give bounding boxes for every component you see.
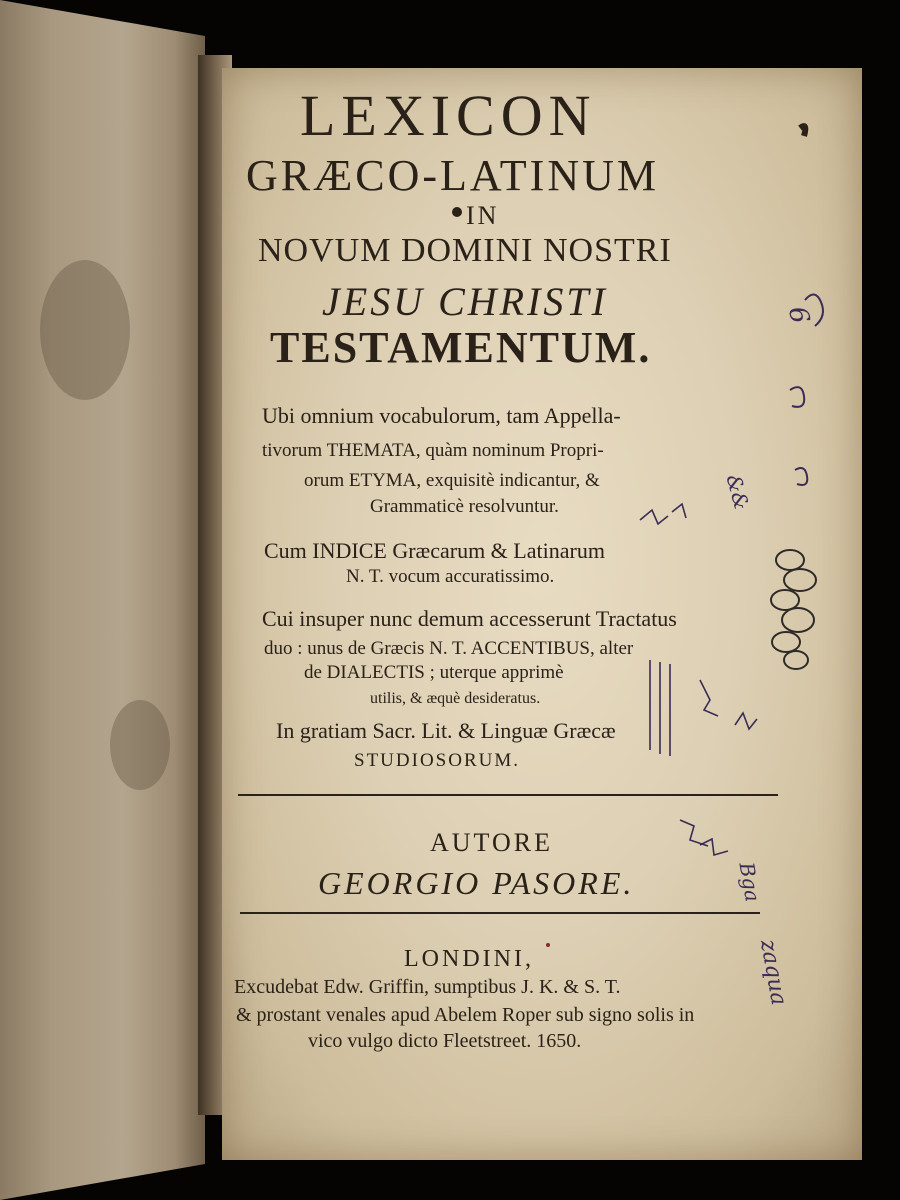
treatise-line-2: duo : unus de Græcis N. T. ACCENTIBUS, alter <box>264 638 634 659</box>
imprint-line-1: Excudebat Edw. Griffin, sumptibus J. K. & S. T. <box>234 976 621 998</box>
title-line-6: TESTAMENTUM. <box>270 323 652 372</box>
ink-blot <box>800 126 805 136</box>
imprint-line-2: & prostant venales apud Abelem Roper sub signo solis in <box>236 1004 695 1026</box>
index-line-1: Cum INDICE Græcarum & Latinarum <box>264 538 605 563</box>
title-line-4: NOVUM DOMINI NOSTRI <box>258 232 672 269</box>
imprint-line-3: vico vulgo dicto Fleetstreet. 1650. <box>308 1030 582 1052</box>
red-ink-dot <box>546 943 550 947</box>
description-line-4: Grammaticè resolvuntur. <box>370 496 559 517</box>
margin-scribble <box>790 387 804 407</box>
margin-note: zaqua <box>754 937 792 1008</box>
margin-scribble <box>795 468 807 485</box>
title-line-1: LEXICON <box>300 83 597 148</box>
scribble-loops <box>771 550 816 669</box>
description-line-2: tivorum THEMATA, quàm nominum Propri- <box>262 440 604 461</box>
description-line-3: orum ETYMA, exquisitè indicantur, & <box>304 470 600 491</box>
margin-note: && <box>721 471 755 513</box>
title-line-5: JESU CHRISTI <box>322 279 608 324</box>
author-label: AUTORE <box>430 828 553 857</box>
index-line-2: N. T. vocum accuratissimo. <box>346 566 555 587</box>
title-line-3: IN <box>466 201 500 230</box>
description-line-1: Ubi omnium vocabulorum, tam Appella- <box>262 403 621 428</box>
imprint-place: LONDINI, <box>404 946 534 972</box>
scribble-marks <box>640 504 757 855</box>
title-line-2: GRÆCO-LATINUM <box>246 151 659 200</box>
treatise-line-3: de DIALECTIS ; uterque apprimè <box>304 662 564 683</box>
treatise-line-1: Cui insuper nunc demum accesserunt Tractatus <box>262 606 677 631</box>
margin-note: Bga <box>734 860 765 904</box>
dedication-line-1: In gratiam Sacr. Lit. & Linguæ Græcæ <box>276 718 616 743</box>
treatise-line-4: utilis, & æquè desideratus. <box>370 690 541 707</box>
margin-note: 6 <box>781 303 815 327</box>
dedication-line-2: STUDIOSORUM. <box>354 750 520 771</box>
author-name: GEORGIO PASORE. <box>318 865 635 901</box>
